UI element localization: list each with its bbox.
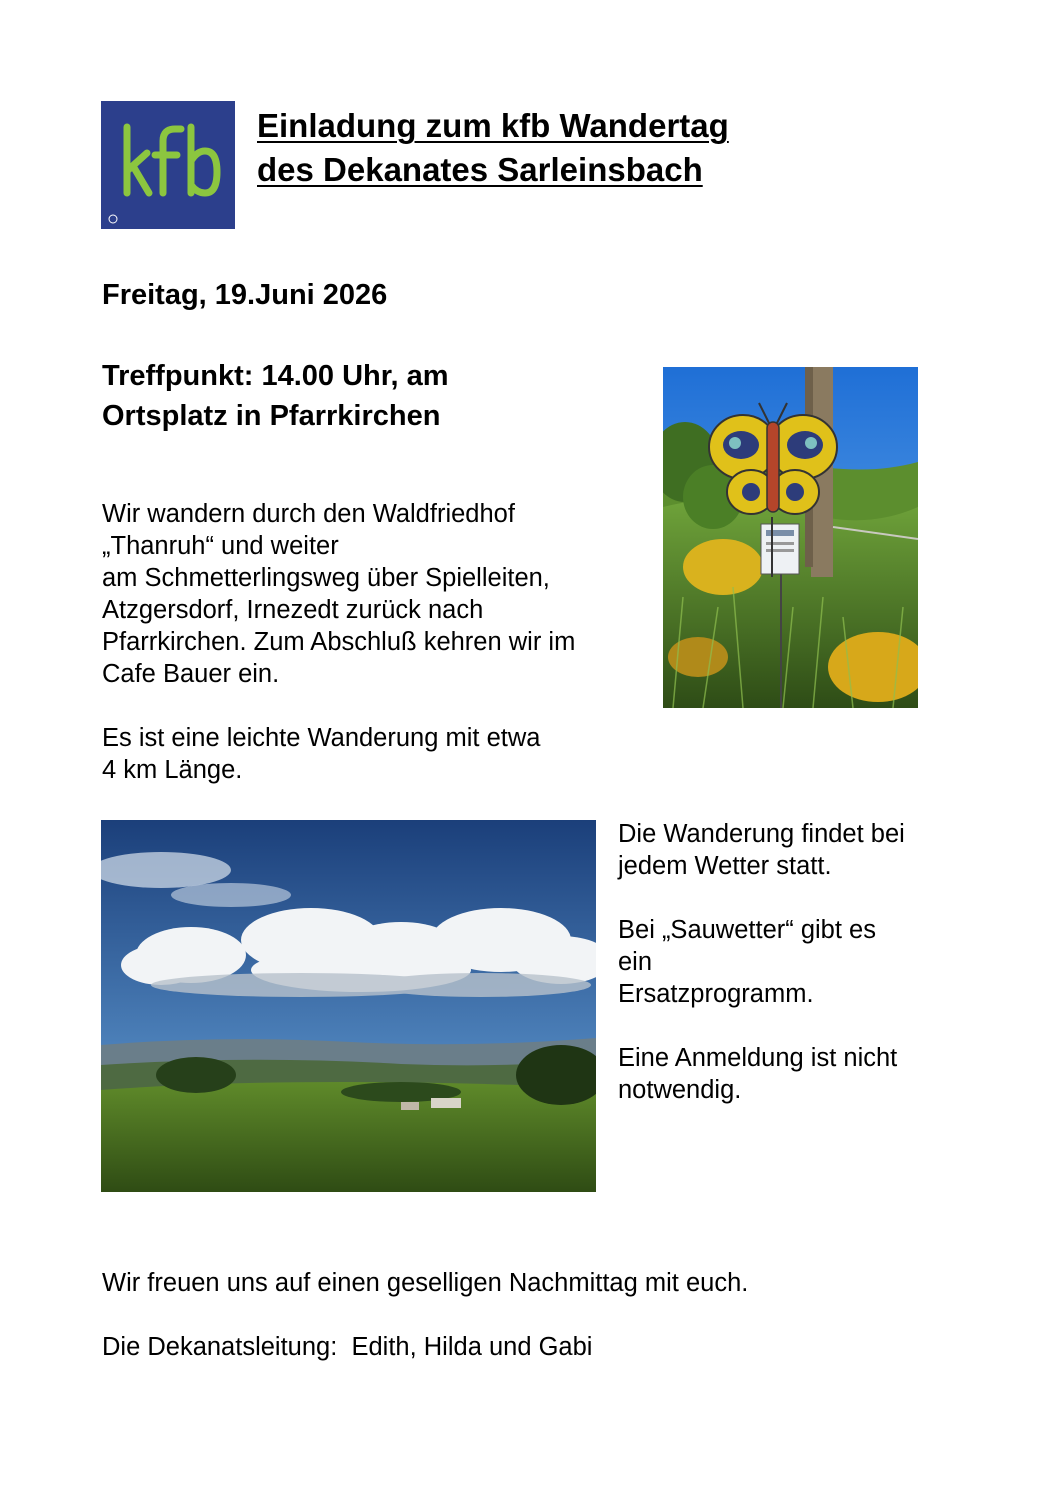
page-title	[257, 104, 957, 192]
meeting-line-2: Ortsplatz in Pfarrkirchen	[102, 400, 441, 432]
route-line: Wir wandern durch den Waldfriedhof	[102, 500, 515, 528]
weather-line: Bei „Sauwetter“ gibt es	[618, 916, 876, 944]
butterfly-photo	[663, 367, 918, 708]
event-date: Freitag, 19.Juni 2026	[102, 279, 388, 311]
kfb-logo-icon	[101, 101, 235, 229]
difficulty-line: Es ist eine leichte Wanderung mit etwa	[102, 724, 541, 752]
weather-line: Ersatzprogramm.	[618, 980, 814, 1008]
closing-text	[102, 1267, 748, 1299]
route-line: am Schmetterlingsweg über Spielleiten,	[102, 564, 550, 592]
title-line-2: des Dekanates Sarleinsbach	[257, 151, 703, 188]
weather-line: jedem Wetter statt.	[618, 852, 832, 880]
paragraph-gap	[618, 882, 1038, 914]
route-line: Cafe Bauer ein.	[102, 660, 280, 688]
weather-line: Die Wanderung findet bei	[618, 820, 905, 848]
weather-line: ein	[618, 948, 653, 976]
difficulty-description	[102, 722, 540, 786]
landscape-photo	[101, 820, 596, 1192]
route-line: Atzgersdorf, Irnezedt zurück nach	[102, 596, 484, 624]
weather-info	[618, 818, 1038, 1106]
closing-line: Wir freuen uns auf einen geselligen Nachmittag mit euch.	[102, 1269, 749, 1297]
signature	[102, 1331, 592, 1363]
difficulty-line: 4 km Länge.	[102, 756, 243, 784]
paragraph-gap	[618, 1010, 1038, 1042]
title-line-1: Einladung zum kfb Wandertag	[257, 107, 729, 144]
registration-line: notwendig.	[618, 1076, 742, 1104]
landscape-meadow-image	[101, 820, 596, 1192]
kfb-logo	[101, 101, 235, 229]
butterfly-sculpture-image	[663, 367, 918, 708]
route-line: Pfarrkirchen. Zum Abschluß kehren wir im	[102, 628, 576, 656]
registration-line: Eine Anmeldung ist nicht	[618, 1044, 898, 1072]
route-line: „Thanruh“ und weiter	[102, 532, 339, 560]
meeting-line-1: Treffpunkt: 14.00 Uhr, am	[102, 360, 449, 392]
route-description	[102, 498, 575, 690]
signature-line: Die Dekanatsleitung: Edith, Hilda und Gabi	[102, 1333, 593, 1361]
meeting-point	[102, 356, 449, 436]
